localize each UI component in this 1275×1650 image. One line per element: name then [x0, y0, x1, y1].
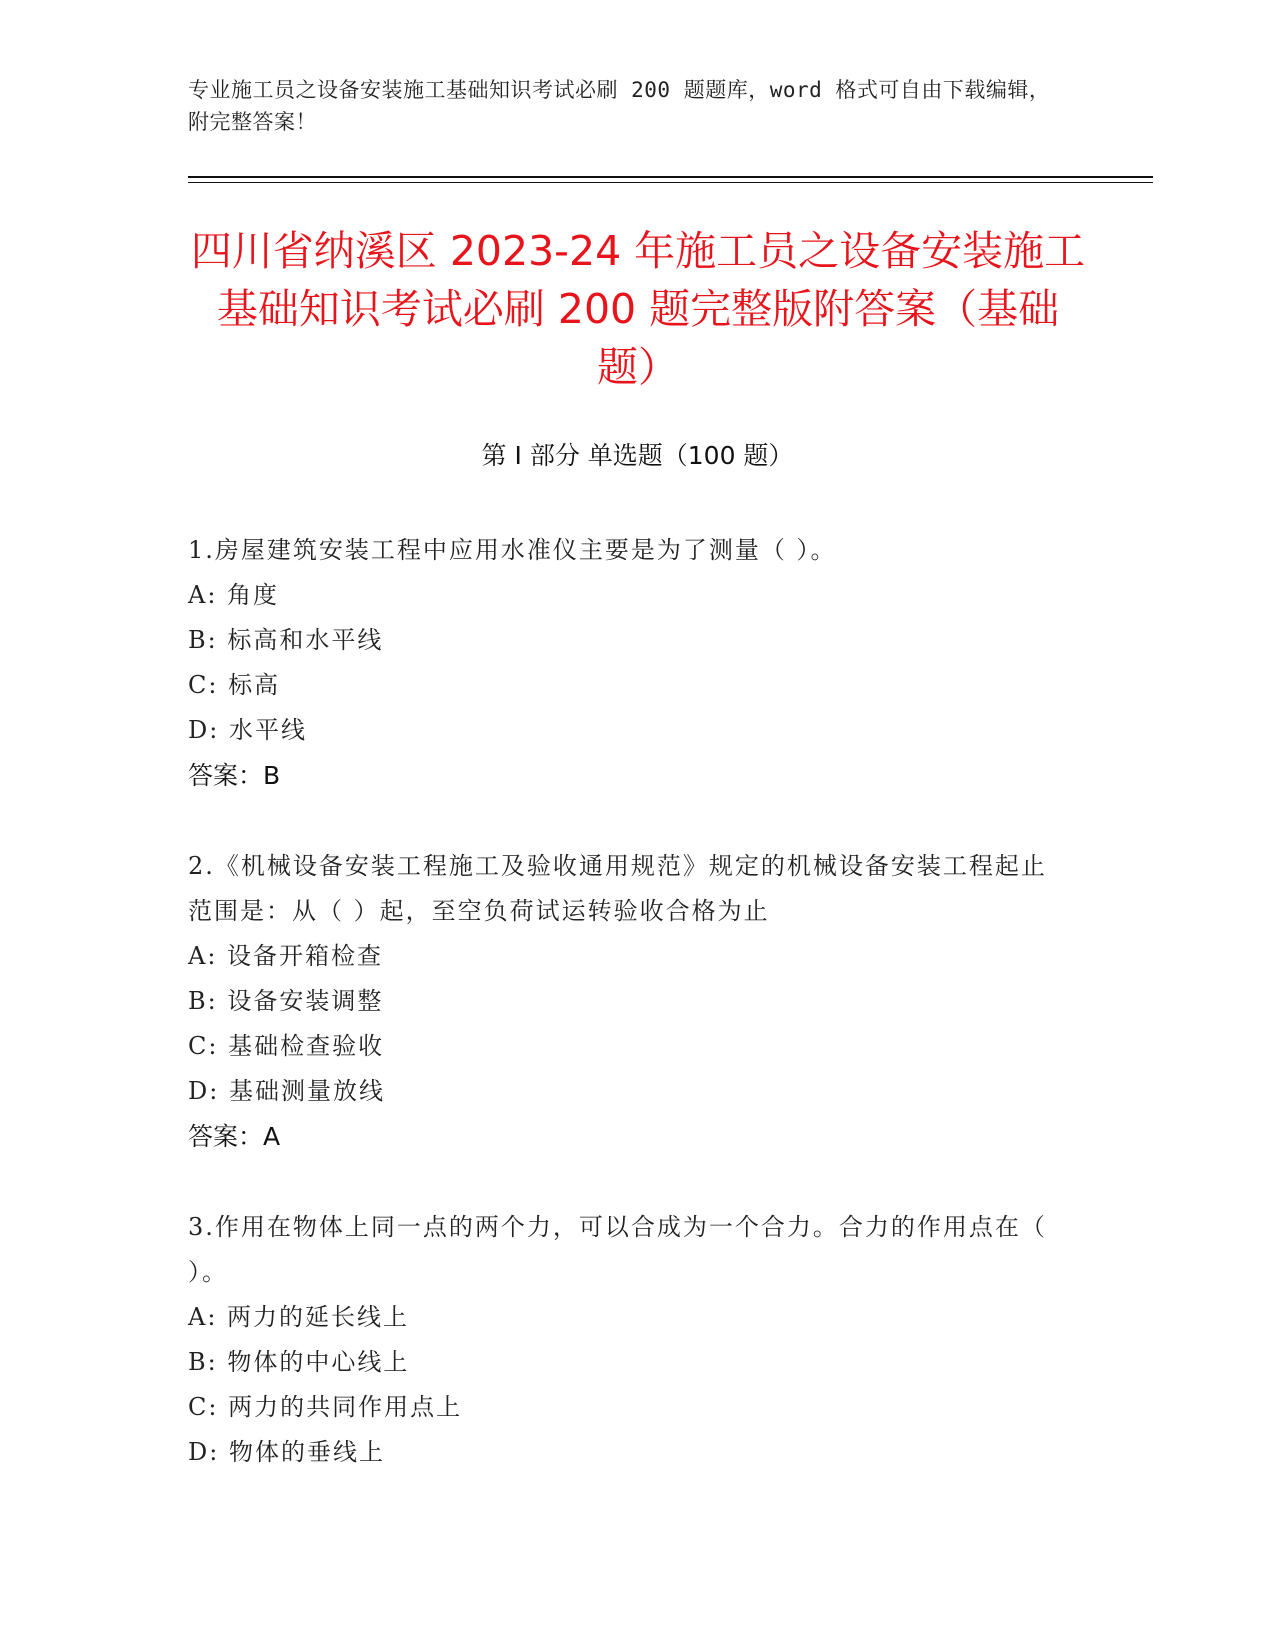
question-2 [188, 844, 1068, 1159]
question-stem: 1.房屋建筑安装工程中应用水准仪主要是为了测量（ ）。 [188, 536, 837, 564]
question-1 [188, 528, 1068, 798]
option-a: A: 设备开箱检查 [188, 942, 384, 970]
option-b: B: 物体的中心线上 [188, 1348, 410, 1376]
option-c: C: 两力的共同作用点上 [188, 1393, 463, 1421]
header-note: 专业施工员之设备安装施工基础知识考试必刷 200 题题库，word 格式可自由下载编辑，附完整答案！ [188, 78, 1051, 134]
document-title: 四川省纳溪区 2023-24 年施工员之设备安装施工基础知识考试必刷 200 题完整版附答案（基础题） [190, 227, 1086, 391]
option-a: A: 两力的延长线上 [188, 1303, 410, 1331]
question-3 [188, 1205, 1068, 1475]
answer-line: 答案：B [188, 761, 281, 790]
header-divider-thin [188, 182, 1153, 183]
option-b: B: 标高和水平线 [188, 626, 384, 654]
option-d: D: 水平线 [188, 716, 307, 744]
header-divider-thick [188, 176, 1153, 178]
answer-line: 答案：A [188, 1122, 281, 1151]
question-stem: 3.作用在物体上同一点的两个力，可以合成为一个合力。合力的作用点在（ ）。 [188, 1213, 1047, 1286]
section-title: 第 I 部分 单选题（100 题） [481, 441, 794, 470]
option-c: C: 标高 [188, 671, 281, 699]
option-d: D: 物体的垂线上 [188, 1438, 385, 1466]
option-c: C: 基础检查验收 [188, 1032, 385, 1060]
option-a: A: 角度 [188, 581, 280, 609]
question-stem: 2.《机械设备安装工程施工及验收通用规范》规定的机械设备安装工程起止范围是：从（ ）起，至空负荷试运转验收合格为止 [188, 852, 1047, 925]
option-d: D: 基础测量放线 [188, 1077, 385, 1105]
option-b: B: 设备安装调整 [188, 987, 384, 1015]
question-list [188, 528, 1068, 1521]
